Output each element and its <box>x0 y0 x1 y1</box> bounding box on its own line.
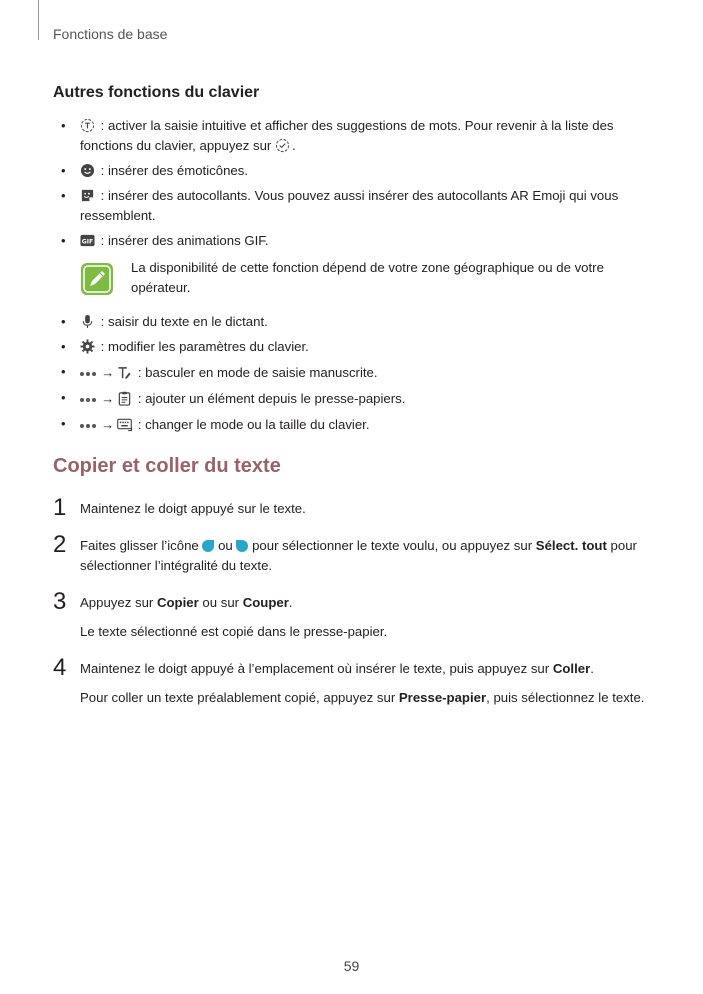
microphone-icon <box>80 314 95 329</box>
note-block <box>53 257 653 312</box>
gif-icon <box>80 233 95 248</box>
list-item-predictive: • : activer la saisie intuitive et afficher des suggestions de mots. Pour revenir à la liste des fonctions du clavier, appuyez sur . <box>61 118 614 153</box>
list-item-stickers: • : insérer des autocollants. Vous pouvez aussi insérer des autocollants AR Emoji qui vous ressemblent. <box>61 188 619 223</box>
svg-text:GIF: GIF <box>81 238 94 246</box>
running-head: Fonctions de base <box>53 26 168 42</box>
more-options-icon <box>80 414 98 434</box>
gear-icon <box>80 339 95 354</box>
keyboard-feature-list-continued <box>53 312 653 440</box>
list-item-settings: • : modifier les paramètres du clavier. <box>61 339 309 354</box>
more-options-icon <box>80 362 98 382</box>
emoticon-icon <box>80 163 95 178</box>
header-rule <box>38 0 39 40</box>
step-3: 3 Appuyez sur Copier ou sur Couper. Le texte sélectionné est copié dans le presse-papier. <box>53 593 653 642</box>
note <box>80 258 653 302</box>
list-item-emoticons: • : insérer des émoticônes. <box>61 163 248 178</box>
section-title: Copier et coller du texte <box>53 455 281 477</box>
step-number: 2 <box>53 531 67 558</box>
subsection-title: Autres fonctions du clavier <box>53 84 260 101</box>
predictive-text-icon <box>80 118 95 133</box>
list-item-voice: • : saisir du texte en le dictant. <box>61 314 268 329</box>
step-1: 1 Maintenez le doigt appuyé sur le texte. <box>53 494 306 521</box>
step-4-detail: Pour coller un texte préalablement copié, appuyez sur Presse-papier, puis sélectionnez le texte. <box>80 690 645 705</box>
handwriting-icon <box>117 365 132 380</box>
note-text: La disponibilité de cette fonction dépend de votre zone géographique ou de votre opérateur. <box>131 260 604 295</box>
list-item-handwriting: • → : basculer en mode de saisie manuscrite. <box>61 364 378 380</box>
keyboard-mode-icon <box>117 417 132 432</box>
selection-handle-left-icon <box>202 538 214 550</box>
list-item-keyboard-mode: • → : changer le mode ou la taille du clavier. <box>61 416 370 432</box>
predictive-text-icon <box>275 138 290 153</box>
selection-handle-right-icon <box>236 538 248 550</box>
sticker-icon <box>80 188 95 203</box>
predictive-text: : activer la saisie intuitive et afficher des suggestions de mots. Pour revenir à la liste des fonctions du clavier, appuyez sur <box>80 118 614 153</box>
step-3-detail: Le texte sélectionné est copié dans le presse-papier. <box>80 624 388 639</box>
steps-list <box>53 494 653 725</box>
page-number: 59 <box>343 958 360 974</box>
list-item-gif: • GIF : insérer des animations GIF. <box>61 233 269 248</box>
step-2: 2 Faites glisser l’icône ou pour sélectionner le texte voulu, ou appuyez sur Sélect. tout pour sélectionner l’intégralité du texte. <box>53 531 637 573</box>
step-number: 3 <box>53 588 67 615</box>
note-pencil-icon <box>80 262 114 296</box>
list-item-clipboard: • → : ajouter un élément depuis le presse-papiers. <box>61 390 406 406</box>
step-number: 1 <box>53 494 67 521</box>
step-number: 4 <box>53 654 67 681</box>
step-4: 4 Maintenez le doigt appuyé à l’emplacement où insérer le texte, puis appuyez sur Coller. Pour coller un texte préalablement copié, appuyez sur Presse-papier, puis sélectionnez le texte. <box>53 659 653 708</box>
clipboard-icon <box>117 391 132 406</box>
more-options-icon <box>80 388 98 408</box>
keyboard-feature-list <box>53 116 653 256</box>
